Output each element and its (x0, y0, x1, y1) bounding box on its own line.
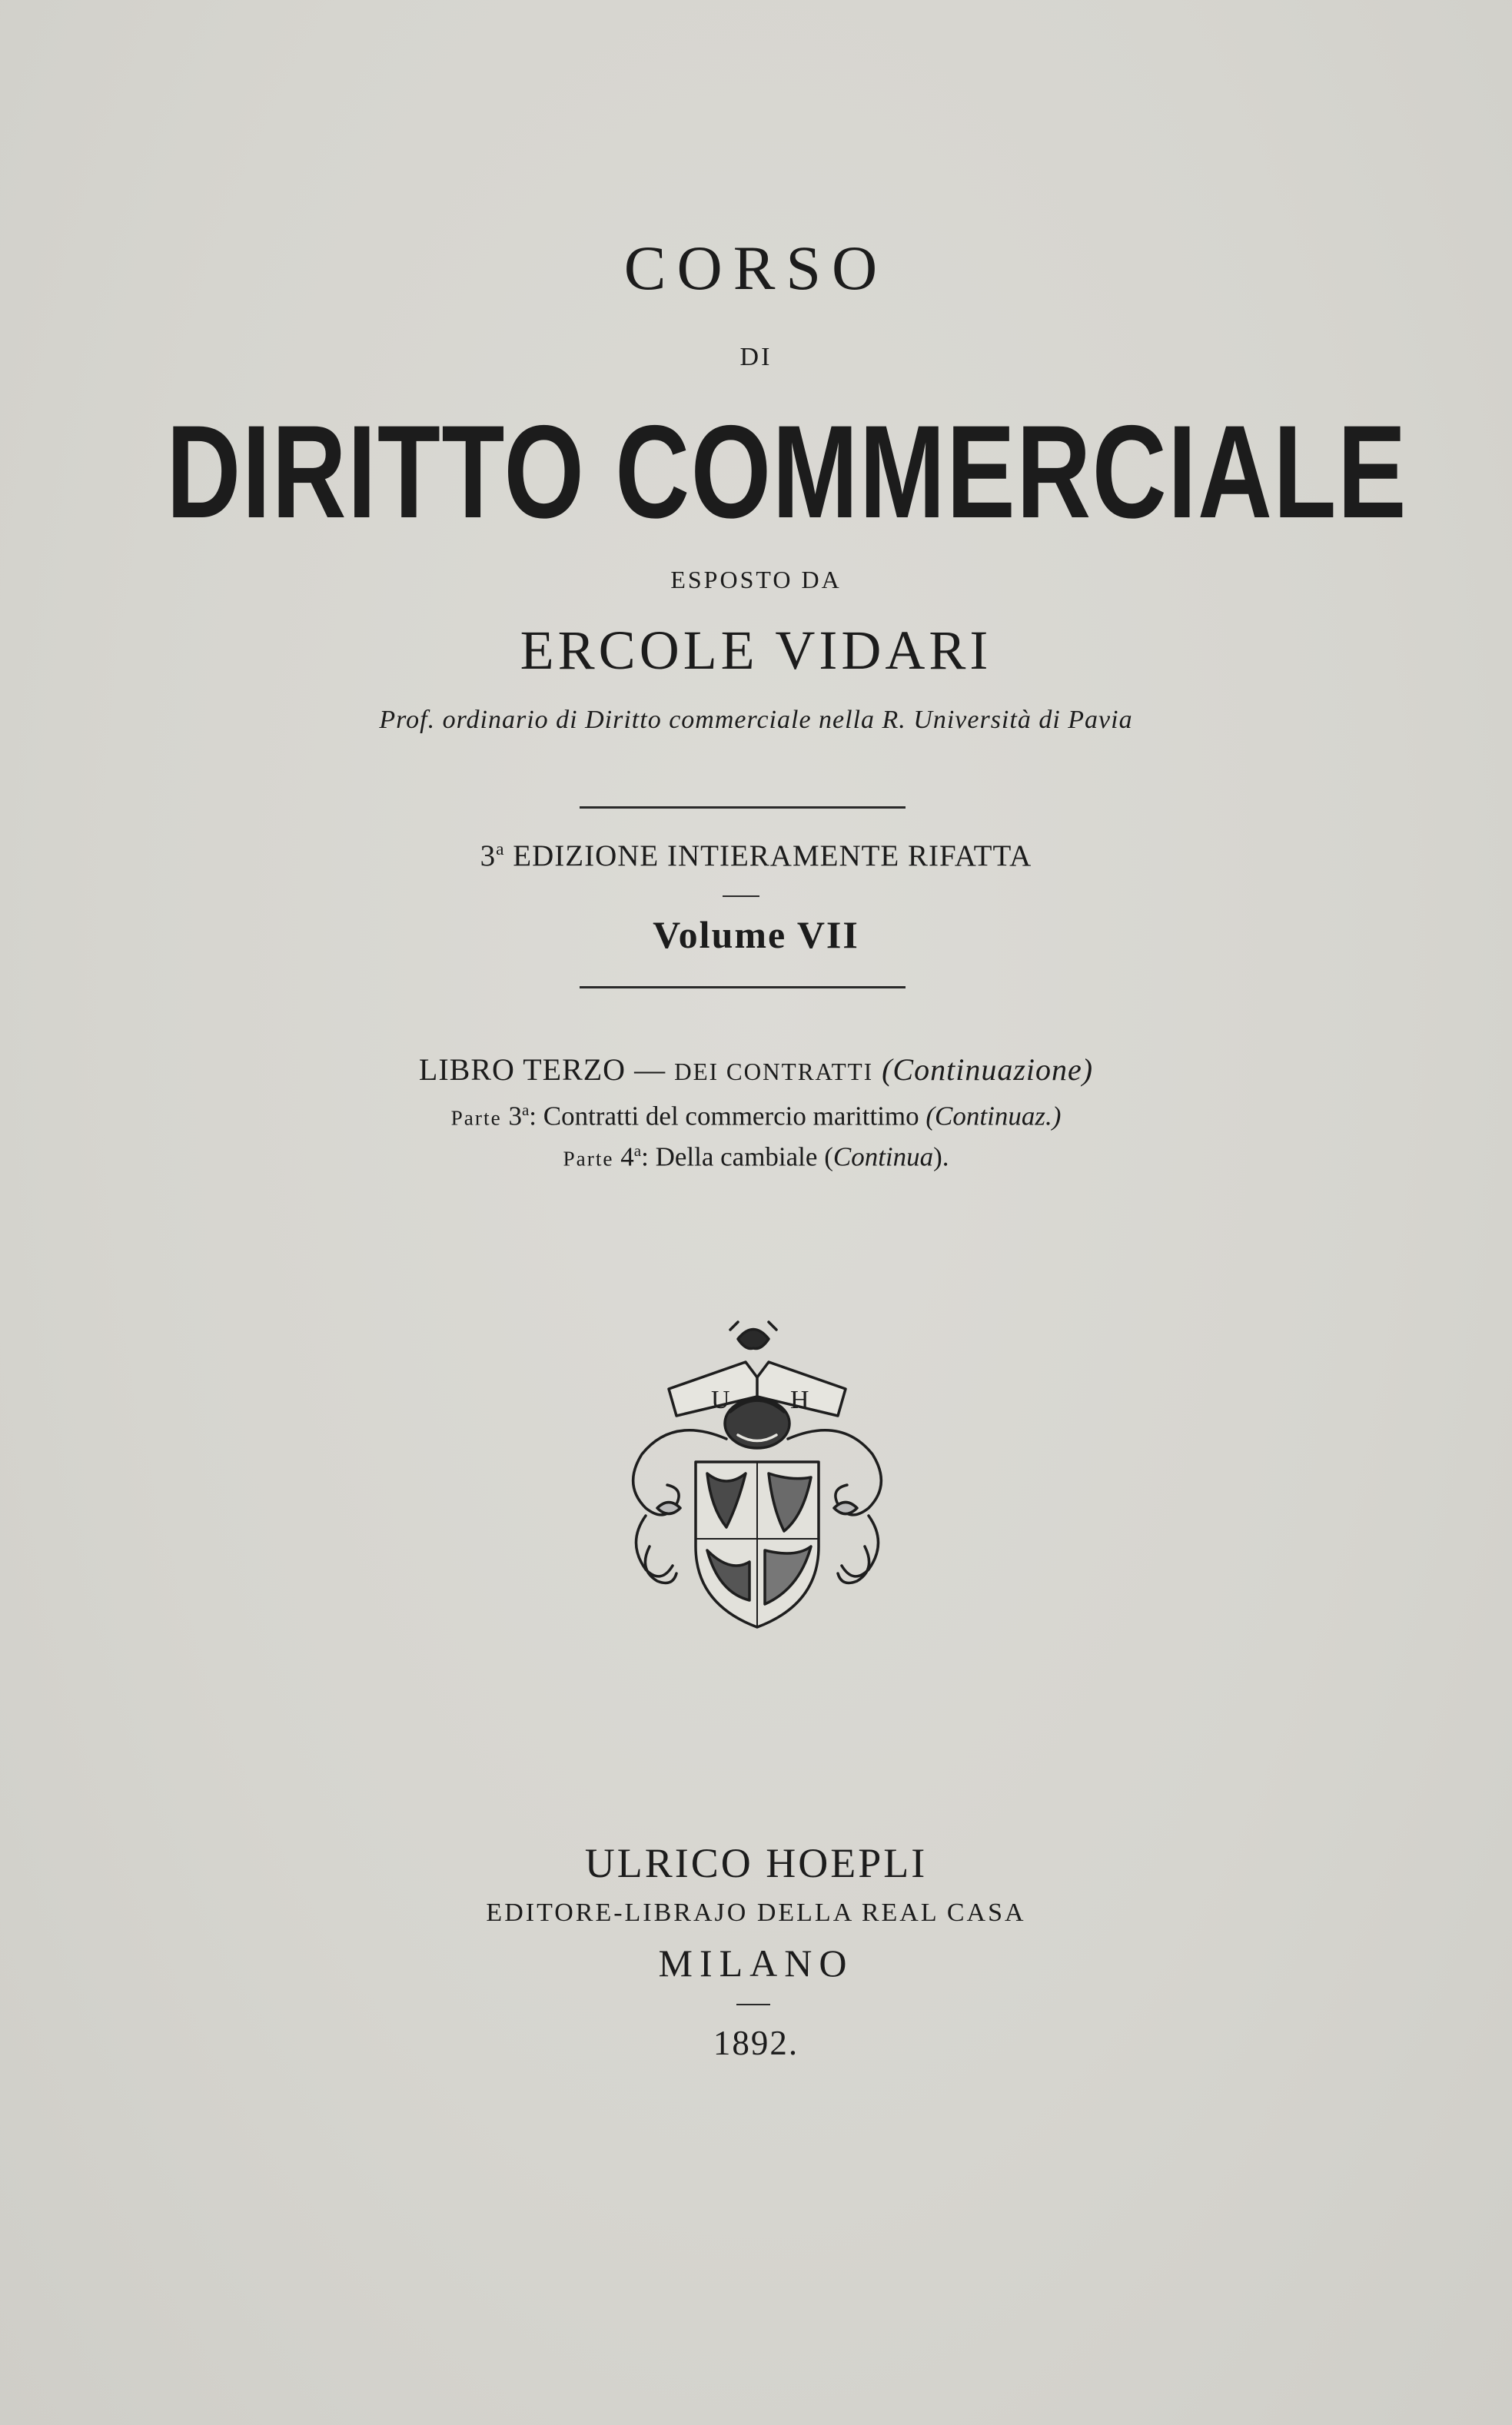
parte4-text: : Della cambiale ( (641, 1141, 833, 1172)
parte3-note: (Continuaz.) (925, 1101, 1062, 1131)
crest-letter-h: H (790, 1386, 809, 1414)
parte4-end: ). (933, 1141, 949, 1172)
heading-di: DI (739, 343, 773, 371)
divider-bottom (580, 986, 906, 988)
parte4-number: 4 (613, 1141, 634, 1172)
parte4-note: Continua (832, 1141, 934, 1172)
divider-top (580, 806, 906, 809)
parte4-superscript: a (633, 1141, 642, 1160)
publisher-crest-icon (615, 1316, 899, 1639)
parte3-text: : Contratti del commercio marittimo (529, 1101, 926, 1131)
publisher-title: EDITORE-LIBRAJO DELLA REAL CASA (486, 1898, 1026, 1927)
parte4-label: Parte (563, 1147, 614, 1171)
parte3-number: 3 (501, 1101, 522, 1131)
publisher-name: ULRICO HOEPLI (584, 1840, 928, 1886)
parte3-superscript: a (521, 1101, 530, 1119)
publication-city: MILANO (658, 1942, 854, 1985)
publication-year: 1892. (713, 2024, 799, 2062)
parte3-label: Parte (450, 1106, 502, 1130)
divider-short-1 (723, 895, 759, 897)
libro-subject: DEI CONTRATTI (674, 1058, 874, 1085)
esposto-da: ESPOSTO DA (670, 566, 842, 593)
author-name: ERCOLE VIDARI (520, 620, 992, 681)
crest-letter-u: U (711, 1386, 730, 1414)
heading-corso: CORSO (623, 233, 889, 303)
author-title: Prof. ordinario di Diritto commerciale nella R. Università di Pavia (379, 706, 1133, 734)
parte4-line (0, 1141, 1512, 1173)
edition-line (0, 839, 1512, 873)
edition-superscript: a (496, 839, 505, 859)
divider-short-2 (736, 2004, 770, 2005)
edition-text: EDIZIONE INTIERAMENTE RIFATTA (504, 839, 1032, 872)
main-title: DIRITTO COMMERCIALE (166, 398, 1408, 546)
parte3-line (0, 1101, 1512, 1132)
libro-line (0, 1051, 1512, 1088)
libro-label: LIBRO TERZO — (418, 1052, 675, 1087)
edition-number: 3 (480, 839, 497, 872)
libro-note: (Continuazione) (882, 1052, 1094, 1087)
volume-label: Volume VII (653, 913, 859, 956)
